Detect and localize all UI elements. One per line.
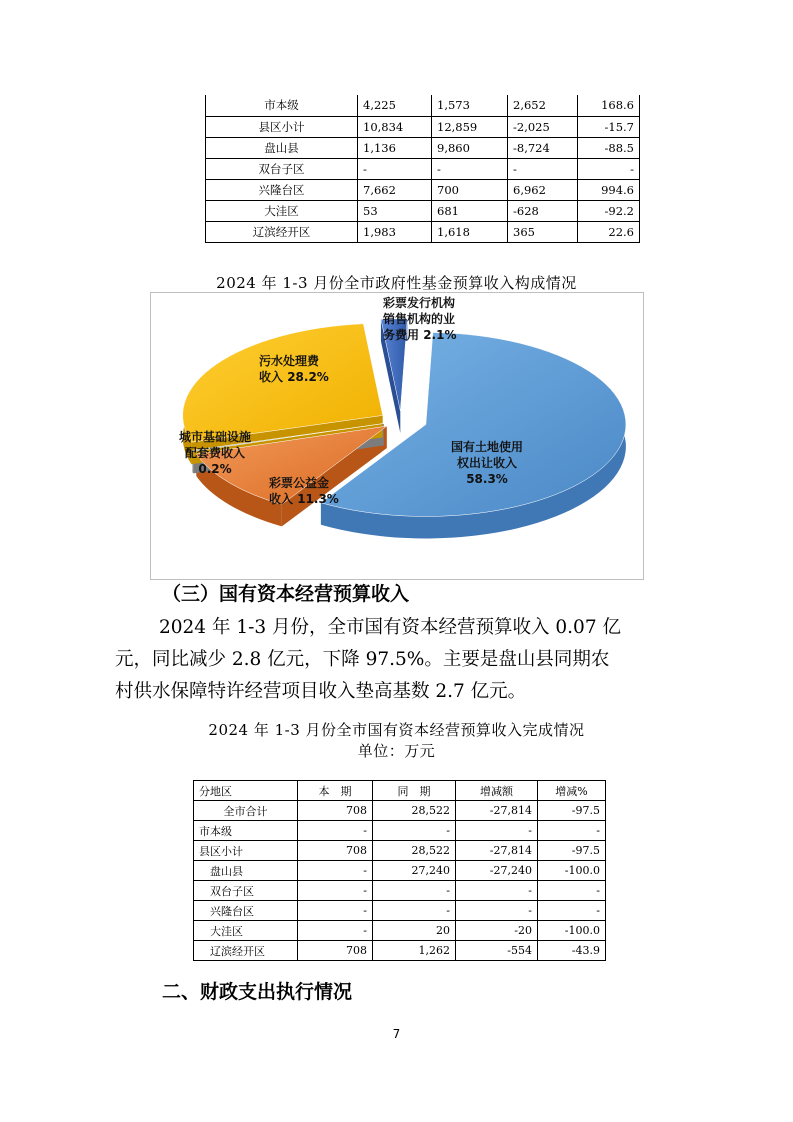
value-cell: - — [456, 881, 538, 901]
pie-label-line: 国有土地使用 — [451, 440, 524, 454]
region-cell: 县区小计 — [206, 116, 358, 137]
pie-label-line: 城市基础设施 — [179, 430, 252, 444]
value-cell: - — [456, 821, 538, 841]
section-heading-expenditure: 二、财政支出执行情况 — [162, 981, 353, 1003]
value-cell: 53 — [358, 200, 432, 221]
value-cell: -88.5 — [578, 137, 640, 158]
state-capital-income-table — [193, 780, 606, 961]
column-header: 本 期 — [298, 781, 373, 801]
value-cell: - — [298, 861, 373, 881]
value-cell: 1,262 — [373, 941, 456, 961]
value-cell: -20 — [456, 921, 538, 941]
value-cell: -97.5 — [538, 801, 606, 821]
table-row — [206, 200, 640, 221]
pie-slice-label — [259, 353, 329, 385]
pie-slice-label — [383, 295, 456, 343]
table-row — [194, 821, 606, 841]
table-row — [206, 137, 640, 158]
column-header: 增减额 — [456, 781, 538, 801]
column-header: 同 期 — [373, 781, 456, 801]
table-row — [194, 861, 606, 881]
value-cell: 708 — [298, 801, 373, 821]
value-cell: 1,136 — [358, 137, 432, 158]
page-number: 7 — [392, 1027, 401, 1041]
pie-label-line: 彩票发行机构 — [383, 296, 456, 310]
fund-income-pie-chart — [150, 292, 644, 580]
pie-value-label: 11.3% — [293, 492, 339, 506]
value-cell: - — [373, 881, 456, 901]
value-cell: -97.5 — [538, 841, 606, 861]
table-row — [206, 221, 640, 242]
region-cell: 兴隆台区 — [194, 901, 298, 921]
pie-label-line: 销售机构的业 — [383, 312, 456, 326]
value-cell: 708 — [298, 841, 373, 861]
pie-value-label: 0.2% — [198, 462, 232, 476]
value-cell: 6,962 — [508, 179, 578, 200]
table2-title: 2024 年 1-3 月份全市国有资本经营预算收入完成情况 — [208, 721, 585, 739]
value-cell: 28,522 — [373, 841, 456, 861]
pie-label-line: 收入 11.3% — [269, 492, 339, 506]
region-cell: 县区小计 — [194, 841, 298, 861]
paragraph-line-3: 村供水保障特许经营项目收入垫高基数 2.7 亿元。 — [115, 681, 527, 702]
value-cell: 28,522 — [373, 801, 456, 821]
value-cell: 2,652 — [508, 95, 578, 116]
value-cell: 4,225 — [358, 95, 432, 116]
pie-label-line: 收入 28.2% — [259, 370, 329, 384]
value-cell: - — [373, 821, 456, 841]
value-cell: 1,618 — [432, 221, 508, 242]
pie-label-line: 彩票公益金 — [269, 476, 330, 490]
value-cell: -628 — [508, 200, 578, 221]
section-heading-state-capital: （三）国有资本经营预算收入 — [162, 583, 410, 605]
region-cell: 盘山县 — [194, 861, 298, 881]
value-cell: - — [298, 821, 373, 841]
pie-label-line: 配套费收入 — [185, 446, 246, 460]
table-row — [206, 116, 640, 137]
pie-slice-label — [269, 475, 339, 507]
value-cell: 1,573 — [432, 95, 508, 116]
value-cell: 9,860 — [432, 137, 508, 158]
table-row — [194, 801, 606, 821]
table-row — [206, 179, 640, 200]
value-cell: - — [578, 158, 640, 179]
column-header: 分地区 — [194, 781, 298, 801]
value-cell: - — [538, 901, 606, 921]
region-cell: 双台子区 — [194, 881, 298, 901]
value-cell: -8,724 — [508, 137, 578, 158]
table-row — [194, 901, 606, 921]
pie-slice-label — [451, 439, 523, 487]
value-cell: 168.6 — [578, 95, 640, 116]
column-header: 增减% — [538, 781, 606, 801]
value-cell: -100.0 — [538, 861, 606, 881]
value-cell: 708 — [298, 941, 373, 961]
region-cell: 大洼区 — [194, 921, 298, 941]
value-cell: 994.6 — [578, 179, 640, 200]
value-cell: 20 — [373, 921, 456, 941]
value-cell: -27,814 — [456, 801, 538, 821]
paragraph-line-2: 元，同比减少 2.8 亿元，下降 97.5%。主要是盘山县同期农 — [115, 649, 610, 670]
table-row — [194, 881, 606, 901]
value-cell: - — [432, 158, 508, 179]
paragraph-line-1: 2024 年 1-3 月份，全市国有资本经营预算收入 0.07 亿 — [159, 617, 621, 638]
value-cell: -2,025 — [508, 116, 578, 137]
pie-label-line: 权出让收入 — [457, 456, 518, 470]
region-cell: 市本级 — [206, 95, 358, 116]
region-cell: 双台子区 — [206, 158, 358, 179]
table-row — [194, 921, 606, 941]
value-cell: 700 — [432, 179, 508, 200]
value-cell: -27,240 — [456, 861, 538, 881]
pie-value-label: 58.3% — [466, 472, 508, 486]
table-row — [194, 841, 606, 861]
chart-title: 2024 年 1-3 月份全市政府性基金预算收入构成情况 — [216, 274, 577, 292]
region-cell: 盘山县 — [206, 137, 358, 158]
pie-slice-label — [179, 429, 251, 477]
region-cell: 辽滨经开区 — [206, 221, 358, 242]
value-cell: - — [373, 901, 456, 921]
value-cell: 1,983 — [358, 221, 432, 242]
region-cell: 市本级 — [194, 821, 298, 841]
value-cell: 22.6 — [578, 221, 640, 242]
value-cell: -27,814 — [456, 841, 538, 861]
table-row — [206, 158, 640, 179]
table-row — [206, 95, 640, 116]
region-cell: 兴隆台区 — [206, 179, 358, 200]
value-cell: -43.9 — [538, 941, 606, 961]
district-income-table-continued — [205, 95, 640, 243]
value-cell: - — [456, 901, 538, 921]
value-cell: - — [298, 881, 373, 901]
value-cell: - — [298, 921, 373, 941]
region-cell: 大洼区 — [206, 200, 358, 221]
value-cell: - — [538, 881, 606, 901]
pie-label-line: 务费用 2.1% — [383, 328, 457, 342]
value-cell: 10,834 — [358, 116, 432, 137]
region-cell: 全市合计 — [194, 801, 298, 821]
value-cell: -100.0 — [538, 921, 606, 941]
value-cell: 12,859 — [432, 116, 508, 137]
value-cell: 7,662 — [358, 179, 432, 200]
value-cell: - — [508, 158, 578, 179]
pie-label-line: 污水处理费 — [259, 354, 320, 368]
value-cell: 681 — [432, 200, 508, 221]
table2-unit: 单位：万元 — [357, 742, 436, 760]
value-cell: -15.7 — [578, 116, 640, 137]
region-cell: 辽滨经开区 — [194, 941, 298, 961]
value-cell: - — [538, 821, 606, 841]
value-cell: - — [298, 901, 373, 921]
value-cell: 27,240 — [373, 861, 456, 881]
table-row — [194, 941, 606, 961]
value-cell: - — [358, 158, 432, 179]
pie-value-label: 2.1% — [419, 328, 457, 342]
pie-value-label: 28.2% — [283, 370, 329, 384]
value-cell: -92.2 — [578, 200, 640, 221]
value-cell: -554 — [456, 941, 538, 961]
value-cell: 365 — [508, 221, 578, 242]
